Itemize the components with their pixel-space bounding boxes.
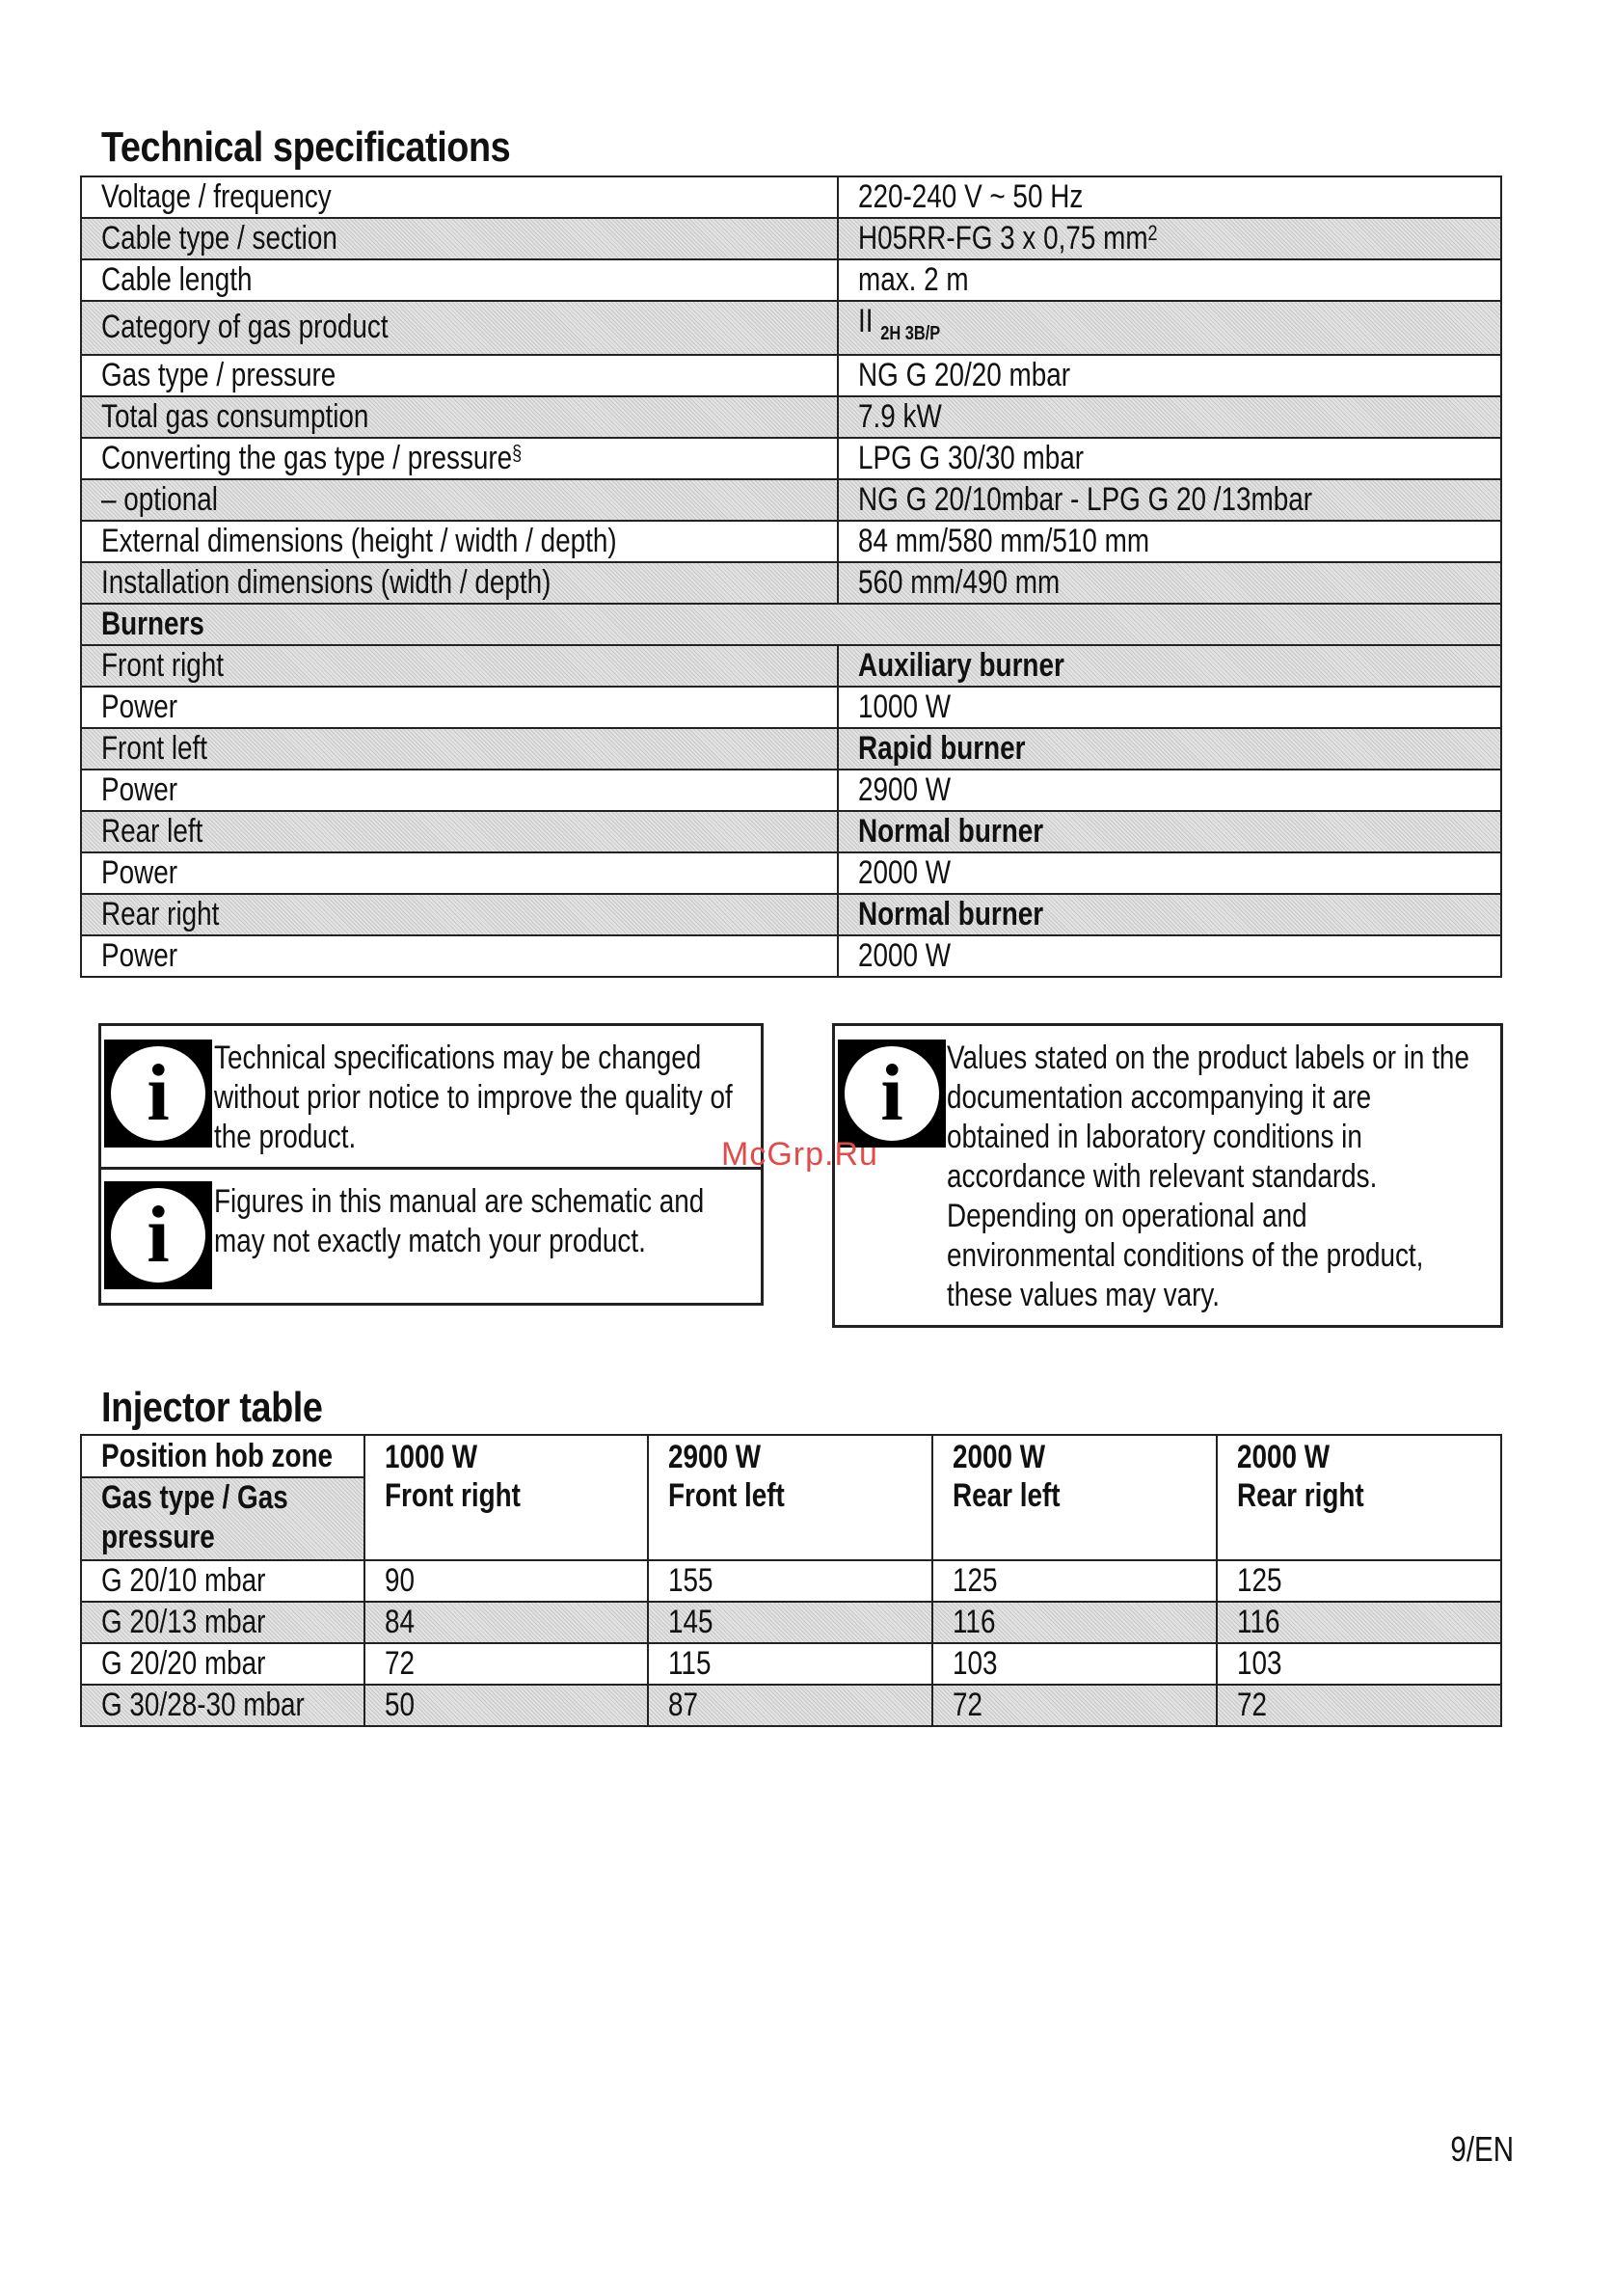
table-row bbox=[81, 259, 1501, 301]
zone-header: 2900 W Front left bbox=[648, 1435, 932, 1560]
position-hob-zone-label: Position hob zone bbox=[82, 1436, 363, 1478]
burner-power-value: 2000 W bbox=[838, 935, 1501, 977]
gas-type-cell: G 20/10 mbar bbox=[81, 1560, 364, 1602]
injector-value: 116 bbox=[932, 1602, 1217, 1643]
header-first-cell bbox=[81, 1435, 364, 1560]
injector-value: 115 bbox=[648, 1643, 932, 1685]
burner-type: Rapid burner bbox=[838, 728, 1501, 770]
burners-heading-row bbox=[81, 604, 1501, 645]
spec-label: Cable type / section bbox=[81, 218, 838, 259]
table-row bbox=[81, 728, 1501, 770]
spec-value: 560 mm/490 mm bbox=[838, 562, 1501, 604]
table-row bbox=[81, 521, 1501, 562]
injector-value: 155 bbox=[648, 1560, 932, 1602]
table-row bbox=[81, 852, 1501, 894]
zone-header: 2000 W Rear left bbox=[932, 1435, 1217, 1560]
spec-value: H05RR-FG 3 x 0,75 $mm^2$ bbox=[838, 218, 1501, 259]
injector-value: 103 bbox=[1217, 1643, 1501, 1685]
injector-table bbox=[80, 1434, 1502, 1727]
zone-header: 1000 W Front right bbox=[364, 1435, 648, 1560]
injector-value: 72 bbox=[364, 1643, 648, 1685]
burner-position: Front left bbox=[81, 728, 838, 770]
injector-value: 87 bbox=[648, 1685, 932, 1726]
burner-power-label: Power bbox=[81, 935, 838, 977]
notes-box-left bbox=[98, 1023, 764, 1306]
spec-value: NG G 20/10mbar - LPG G 20 /13mbar bbox=[838, 479, 1501, 521]
spec-label: – optional bbox=[81, 479, 838, 521]
burner-power-label: Power bbox=[81, 687, 838, 728]
table-row bbox=[81, 811, 1501, 852]
table-row bbox=[81, 935, 1501, 977]
injector-header-row bbox=[81, 1435, 1501, 1560]
burner-type: Normal burner bbox=[838, 894, 1501, 935]
info-icon: i bbox=[104, 1181, 212, 1289]
tech-spec-table bbox=[80, 176, 1502, 978]
injector-value: 50 bbox=[364, 1685, 648, 1726]
info-icon: i bbox=[104, 1040, 212, 1148]
spec-value: 7.9 kW bbox=[838, 396, 1501, 438]
table-row bbox=[81, 562, 1501, 604]
spec-value: LPG G 30/30 mbar bbox=[838, 438, 1501, 479]
injector-value: 72 bbox=[932, 1685, 1217, 1726]
table-row bbox=[81, 894, 1501, 935]
burner-power-value: 1000 W bbox=[838, 687, 1501, 728]
injector-value: 103 bbox=[932, 1643, 1217, 1685]
table-row bbox=[81, 438, 1501, 479]
zone-header: 2000 W Rear right bbox=[1217, 1435, 1501, 1560]
spec-label: Converting the gas type / pressure§ bbox=[81, 438, 838, 479]
table-row bbox=[81, 687, 1501, 728]
burner-power-label: Power bbox=[81, 770, 838, 811]
note-values: Values stated on the product labels or in the documentation accompanying it are obtained in laboratory conditions in accordance with relevant standards. Depending on operational and environmental conditions of the product, these values may vary. bbox=[947, 1040, 1469, 1313]
table-row bbox=[81, 1602, 1501, 1643]
injector-value: 125 bbox=[1217, 1560, 1501, 1602]
spec-label: Voltage / frequency bbox=[81, 176, 838, 218]
burner-type: Normal burner bbox=[838, 811, 1501, 852]
spec-label: Installation dimensions (width / depth) bbox=[81, 562, 838, 604]
burners-heading: Burners bbox=[81, 604, 1501, 645]
burner-position: Front right bbox=[81, 645, 838, 687]
gas-type-pressure-label: Gas type / Gas pressure bbox=[82, 1478, 363, 1559]
spec-value: 220-240 V ~ 50 Hz bbox=[838, 176, 1501, 218]
table-row bbox=[81, 176, 1501, 218]
table-row bbox=[81, 355, 1501, 396]
table-row bbox=[81, 1560, 1501, 1602]
notes-box-right bbox=[832, 1023, 1503, 1328]
spec-label: Cable length bbox=[81, 259, 838, 301]
note-figures: Figures in this manual are schematic and may not exactly match your product. bbox=[214, 1183, 705, 1259]
table-row bbox=[81, 645, 1501, 687]
injector-value: 116 bbox=[1217, 1602, 1501, 1643]
page-number: 9/EN bbox=[1450, 2129, 1514, 2169]
spec-value: 84 mm/580 mm/510 mm bbox=[838, 521, 1501, 562]
burner-power-label: Power bbox=[81, 852, 838, 894]
burner-type: Auxiliary burner bbox=[838, 645, 1501, 687]
spec-value: max. 2 m bbox=[838, 259, 1501, 301]
spec-label: Gas type / pressure bbox=[81, 355, 838, 396]
burner-position: Rear left bbox=[81, 811, 838, 852]
injector-value: 84 bbox=[364, 1602, 648, 1643]
table-row bbox=[81, 218, 1501, 259]
injector-value: 125 bbox=[932, 1560, 1217, 1602]
spec-label: Category of gas product bbox=[81, 301, 838, 355]
table-row bbox=[81, 1643, 1501, 1685]
spec-label: External dimensions (height / width / depth) bbox=[81, 521, 838, 562]
spec-label: Total gas consumption bbox=[81, 396, 838, 438]
gas-type-cell: G 20/20 mbar bbox=[81, 1643, 364, 1685]
tech-spec-title: Technical specifications bbox=[101, 123, 511, 171]
gas-type-cell: G 20/13 mbar bbox=[81, 1602, 364, 1643]
injector-value: 145 bbox=[648, 1602, 932, 1643]
spec-value: NG G 20/20 mbar bbox=[838, 355, 1501, 396]
note-spec-change: Technical specifications may be changed without prior notice to improve the quality of the product. bbox=[214, 1040, 733, 1155]
table-row bbox=[81, 396, 1501, 438]
table-row bbox=[81, 1685, 1501, 1726]
gas-type-cell: G 30/28-30 mbar bbox=[81, 1685, 364, 1726]
spec-value: II $_{2H 3B/P}$ bbox=[838, 301, 1501, 355]
watermark: McGrp.Ru bbox=[721, 1136, 878, 1173]
injector-title: Injector table bbox=[101, 1384, 323, 1431]
table-row bbox=[81, 479, 1501, 521]
burner-power-value: 2000 W bbox=[838, 852, 1501, 894]
table-row bbox=[81, 770, 1501, 811]
injector-value: 72 bbox=[1217, 1685, 1501, 1726]
injector-value: 90 bbox=[364, 1560, 648, 1602]
note-divider bbox=[101, 1167, 761, 1170]
info-icon: i bbox=[838, 1040, 946, 1148]
burner-position: Rear right bbox=[81, 894, 838, 935]
table-row bbox=[81, 301, 1501, 355]
burner-power-value: 2900 W bbox=[838, 770, 1501, 811]
